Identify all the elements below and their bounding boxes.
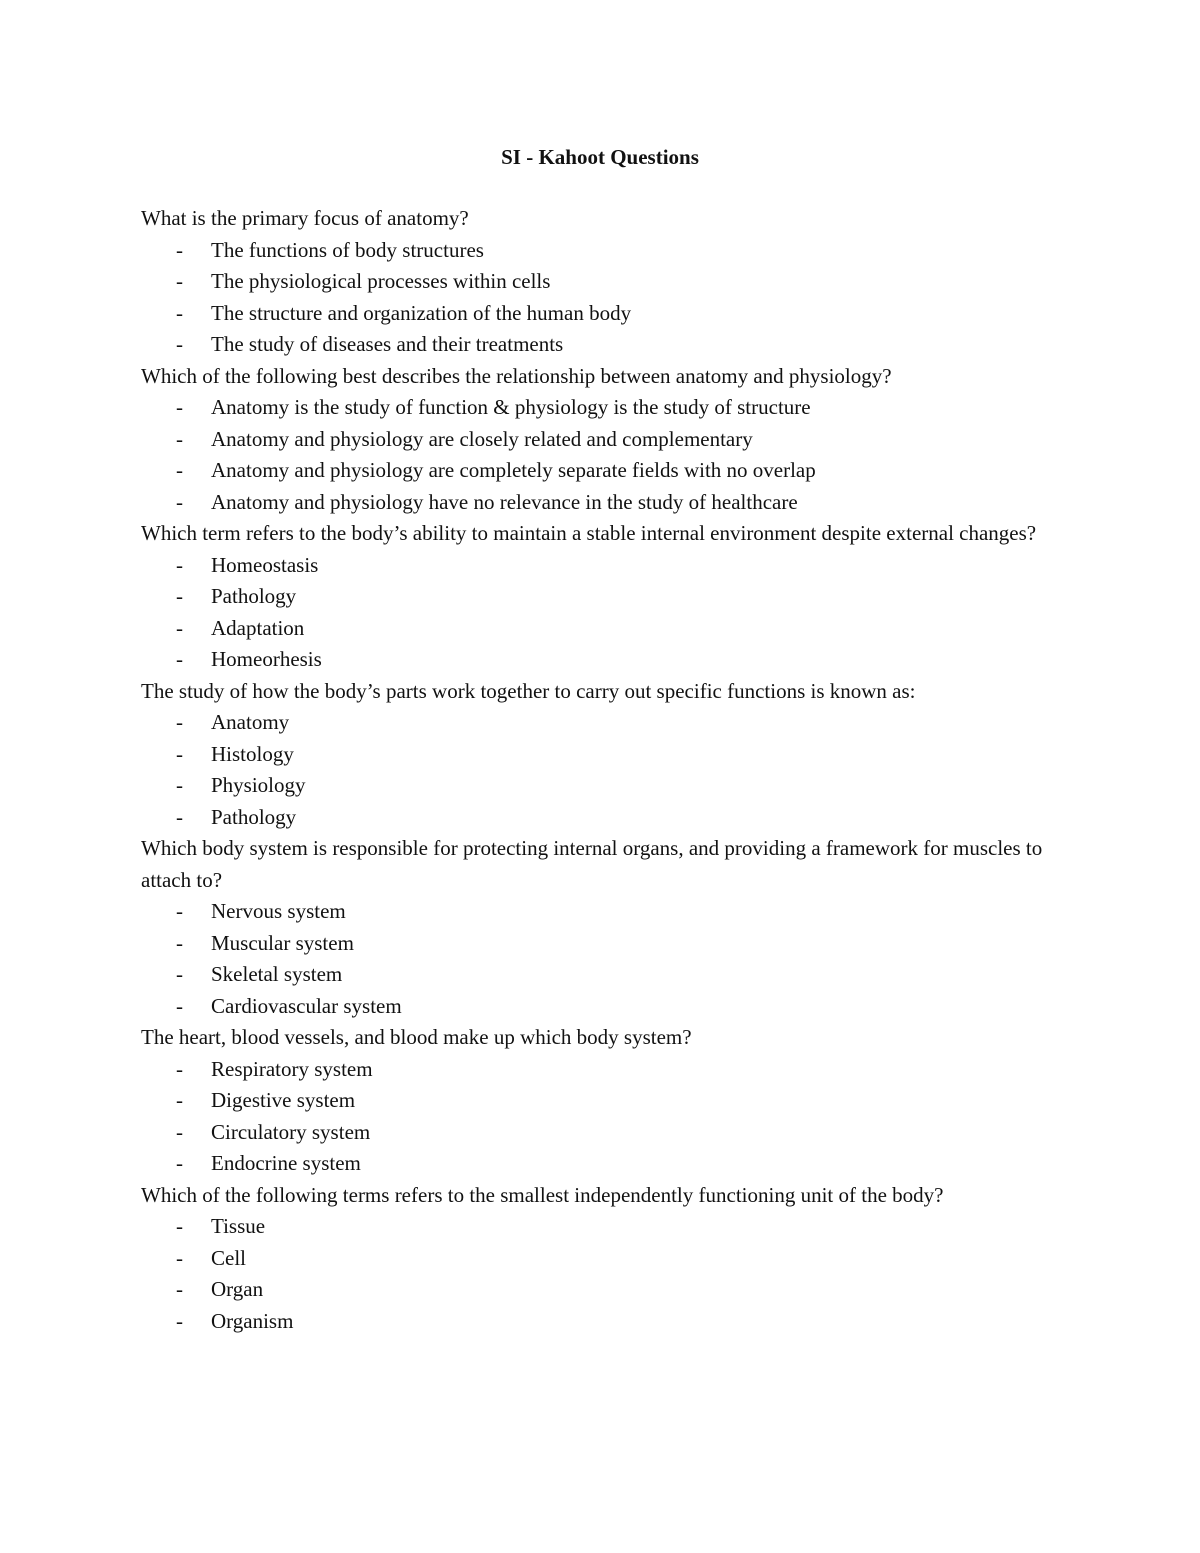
answer-option-text: Organ: [211, 1277, 264, 1301]
answer-option-text: Organism: [211, 1308, 294, 1333]
answer-options: [141, 235, 1061, 361]
bullet-dash: -: [176, 615, 183, 640]
page-title: SI - Kahoot Questions: [501, 145, 699, 169]
question-block: [141, 203, 1061, 361]
question-block: [141, 361, 1061, 519]
bullet-dash: -: [176, 741, 183, 766]
answer-option-text: The physiological processes within cells: [211, 269, 551, 293]
answer-option: [141, 1274, 1061, 1306]
answer-option-text: Adaptation: [211, 615, 305, 640]
bullet-dash: -: [176, 1308, 183, 1333]
answer-option: [141, 1306, 1061, 1338]
answer-option: [141, 802, 1061, 834]
bullet-dash: -: [176, 930, 183, 955]
bullet-dash: -: [176, 1214, 183, 1238]
bullet-dash: -: [176, 1277, 183, 1301]
answer-option-text: Respiratory system: [211, 1056, 373, 1081]
answer-options: [141, 1211, 1061, 1337]
answer-option-text: Pathology: [211, 584, 297, 608]
bullet-dash: -: [176, 1151, 183, 1175]
bullet-dash: -: [176, 647, 183, 671]
answer-option-text: The structure and organization of the human body: [211, 300, 632, 325]
answer-option: [141, 1085, 1061, 1117]
answer-option: [141, 424, 1061, 456]
answer-option-text: Physiology: [211, 773, 306, 797]
answer-option: [141, 707, 1061, 739]
bullet-dash: -: [176, 332, 183, 356]
answer-option-text: Histology: [211, 741, 294, 766]
answer-option-text: Cell: [211, 1245, 246, 1270]
answer-option-text: Anatomy and physiology are closely related and complementary: [211, 426, 753, 451]
answer-option-text: Anatomy and physiology are completely separate fields with no overlap: [211, 458, 816, 482]
bullet-dash: -: [176, 1056, 183, 1081]
bullet-dash: -: [176, 552, 183, 577]
answer-options: [141, 550, 1061, 676]
question-text: Which body system is responsible for protecting internal organs, and providing a framework for muscles to attach to?: [141, 836, 1043, 892]
question-text: Which term refers to the body’s ability to maintain a stable internal environment despite external changes?: [141, 521, 1037, 545]
answer-option: [141, 644, 1061, 676]
answer-option: [141, 896, 1061, 928]
answer-option: [141, 329, 1061, 361]
answer-options: [141, 1054, 1061, 1180]
answer-option-text: Nervous system: [211, 899, 346, 923]
question-text: What is the primary focus of anatomy?: [141, 206, 469, 230]
answer-options: [141, 707, 1061, 833]
answer-option-text: Anatomy: [211, 710, 290, 734]
answer-options: [141, 896, 1061, 1022]
question-block: [141, 518, 1061, 676]
answer-option-text: Tissue: [211, 1214, 266, 1238]
answer-option-text: Digestive system: [211, 1088, 356, 1112]
bullet-dash: -: [176, 1088, 183, 1112]
bullet-dash: -: [176, 993, 183, 1018]
answer-option-text: The functions of body structures: [211, 237, 484, 262]
answer-option: [141, 298, 1061, 330]
answer-option-text: Skeletal system: [211, 962, 343, 986]
question-text: The study of how the body’s parts work together to carry out specific functions is known as:: [141, 678, 916, 703]
answer-option: [141, 991, 1061, 1023]
answer-option: [141, 770, 1061, 802]
answer-option-text: Endocrine system: [211, 1151, 361, 1175]
answer-options: [141, 392, 1061, 518]
answer-option: [141, 455, 1061, 487]
question-text: Which of the following terms refers to the smallest independently functioning unit of the body?: [141, 1182, 944, 1207]
bullet-dash: -: [176, 458, 183, 482]
bullet-dash: -: [176, 962, 183, 986]
question-block: [141, 1022, 1061, 1180]
answer-option: [141, 739, 1061, 771]
bullet-dash: -: [176, 710, 183, 734]
answer-option-text: The study of diseases and their treatments: [211, 332, 564, 356]
answer-option-text: Homeostasis: [211, 552, 319, 577]
bullet-dash: -: [176, 395, 183, 419]
question-block: [141, 1180, 1061, 1338]
bullet-dash: -: [176, 804, 183, 829]
question-block: [141, 833, 1061, 1022]
answer-option-text: Homeorhesis: [211, 647, 322, 671]
question-text: Which of the following best describes the relationship between anatomy and physiology?: [141, 363, 892, 388]
answer-option: [141, 581, 1061, 613]
answer-option: [141, 550, 1061, 582]
answer-option: [141, 928, 1061, 960]
answer-option: [141, 266, 1061, 298]
bullet-dash: -: [176, 1245, 183, 1270]
answer-option-text: Muscular system: [211, 930, 354, 955]
bullet-dash: -: [176, 269, 183, 293]
answer-option: [141, 1054, 1061, 1086]
bullet-dash: -: [176, 773, 183, 797]
answer-option: [141, 613, 1061, 645]
question-list: [141, 203, 1061, 1337]
answer-option-text: Anatomy and physiology have no relevance in the study of healthcare: [211, 489, 798, 514]
question-text: The heart, blood vessels, and blood make up which body system?: [141, 1025, 692, 1049]
bullet-dash: -: [176, 300, 183, 325]
answer-option: [141, 487, 1061, 519]
answer-option-text: Cardiovascular system: [211, 993, 402, 1018]
question-block: [141, 676, 1061, 834]
answer-option: [141, 392, 1061, 424]
bullet-dash: -: [176, 899, 183, 923]
bullet-dash: -: [176, 584, 183, 608]
answer-option: [141, 1211, 1061, 1243]
bullet-dash: -: [176, 489, 183, 514]
bullet-dash: -: [176, 1119, 183, 1144]
bullet-dash: -: [176, 426, 183, 451]
answer-option: [141, 1243, 1061, 1275]
answer-option: [141, 959, 1061, 991]
answer-option: [141, 1117, 1061, 1149]
answer-option-text: Circulatory system: [211, 1119, 371, 1144]
bullet-dash: -: [176, 237, 183, 262]
answer-option: [141, 235, 1061, 267]
answer-option: [141, 1148, 1061, 1180]
answer-option-text: Pathology: [211, 804, 297, 829]
answer-option-text: Anatomy is the study of function & physiology is the study of structure: [211, 395, 811, 419]
